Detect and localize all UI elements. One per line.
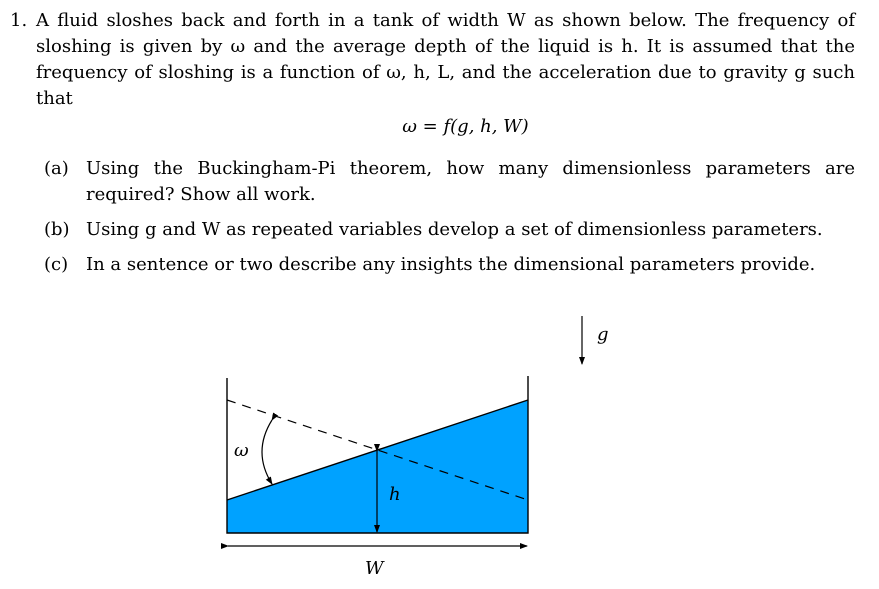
part-a-text: Using the Buckingham-Pi theorem, how many dimensionless parameters are required? Show all work. <box>86 158 855 205</box>
omega-angle-arc <box>262 420 272 484</box>
part-c-text: In a sentence or two describe any insights the dimensional parameters provide. <box>86 254 816 275</box>
width-label: W <box>365 558 384 579</box>
problem-statement: A fluid sloshes back and forth in a tank of width W as shown below. The frequency of sloshing is given by ω and the average depth of the liquid is h. It is assumed that the frequency of sloshing is a function of ω, h, L, and the acceleration due to gravity g such that <box>36 10 855 109</box>
part-c-label: (c) <box>44 254 69 275</box>
part-b-text: Using g and W as repeated variables develop a set of dimensionless parameters. <box>86 219 823 240</box>
gravity-label: g <box>597 324 609 345</box>
omega-label: ω <box>234 440 249 461</box>
governing-equation: ω = f(g, h, W) <box>402 116 529 137</box>
part-b-label: (b) <box>44 219 70 240</box>
part-a-label: (a) <box>44 158 69 179</box>
depth-label: h <box>389 484 401 505</box>
problem-number: 1. <box>10 10 28 31</box>
